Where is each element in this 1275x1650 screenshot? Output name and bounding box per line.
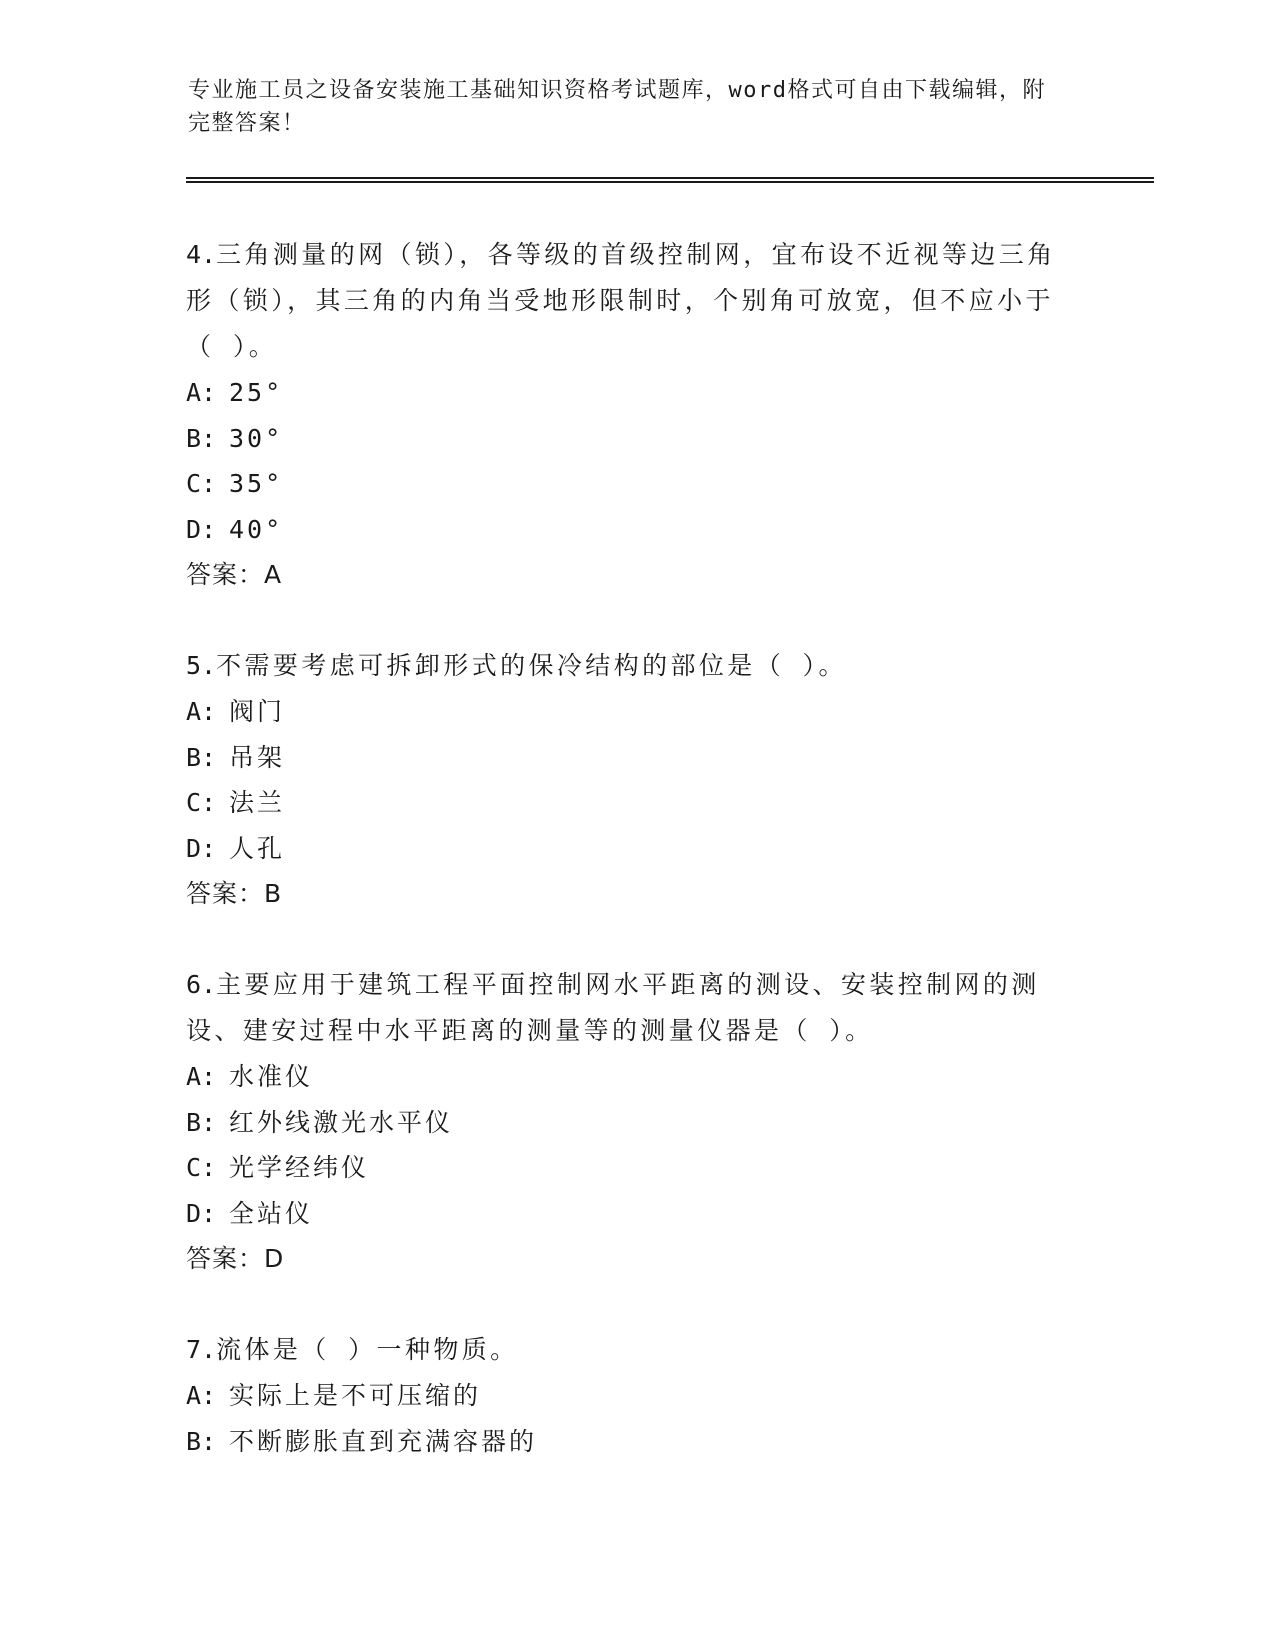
option-d xyxy=(186,1191,1066,1237)
option-b xyxy=(186,735,1066,781)
option-text: 阀门 xyxy=(229,697,286,726)
option-b xyxy=(186,1100,1066,1146)
answer-line: 答案：A xyxy=(186,560,283,589)
answer-line: 答案：B xyxy=(186,879,283,908)
option-text: 水准仪 xyxy=(229,1062,314,1091)
question-text: 流体是（ ）一种物质。 xyxy=(216,1335,519,1364)
option-a xyxy=(186,1373,1066,1419)
option-letter: C: xyxy=(186,788,217,817)
option-text: 全站仪 xyxy=(229,1198,314,1228)
question-number: 5. xyxy=(186,651,217,680)
option-a xyxy=(186,1054,1066,1100)
option-letter: A: xyxy=(186,697,217,726)
option-c xyxy=(186,461,1066,507)
option-text: 人孔 xyxy=(229,833,286,863)
option-letter: A: xyxy=(186,1062,217,1091)
option-letter: B: xyxy=(186,1426,217,1456)
question-5 xyxy=(186,643,1066,916)
question-text: 三角测量的网（锁），各等级的首级控制网，宜布设不近视等边三角形（锁），其三角的内角当受地形限制时，个别角可放宽，但不应小于（ ）。 xyxy=(186,240,1056,361)
option-text: 40° xyxy=(229,514,284,544)
question-stem xyxy=(186,962,1066,1054)
question-stem xyxy=(186,1327,1066,1373)
option-letter: C: xyxy=(186,1153,217,1182)
option-c xyxy=(186,780,1066,826)
option-letter: A: xyxy=(186,1381,217,1410)
question-stem xyxy=(186,232,1066,370)
option-letter: B: xyxy=(186,1107,217,1137)
option-text: 实际上是不可压缩的 xyxy=(229,1381,482,1410)
question-text: 主要应用于建筑工程平面控制网水平距离的测设、安装控制网的测设、建安过程中水平距离的测量等的测量仪器是（ ）。 xyxy=(186,970,1040,1045)
question-number: 4. xyxy=(186,240,217,269)
option-letter: A: xyxy=(186,378,217,407)
option-text: 光学经纬仪 xyxy=(229,1153,370,1182)
question-7 xyxy=(186,1327,1066,1464)
option-text: 吊架 xyxy=(229,742,286,772)
question-text: 不需要考虑可拆卸形式的保冷结构的部位是（ ）。 xyxy=(216,651,847,680)
option-c xyxy=(186,1145,1066,1191)
option-a xyxy=(186,370,1066,416)
option-letter: B: xyxy=(186,742,217,772)
question-4 xyxy=(186,232,1066,597)
option-letter: D: xyxy=(186,1198,217,1228)
option-text: 35° xyxy=(229,469,284,498)
answer-line: 答案：D xyxy=(186,1244,285,1273)
document-header: 专业施工员之设备安装施工基础知识资格考试题库，word格式可自由下载编辑，附完整答案！ xyxy=(188,78,1046,136)
question-number: 7. xyxy=(186,1335,217,1364)
header-divider xyxy=(186,177,1154,183)
question-list xyxy=(186,232,1066,1510)
question-6 xyxy=(186,962,1066,1281)
option-letter: B: xyxy=(186,423,217,453)
option-text: 不断膨胀直到充满容器的 xyxy=(229,1426,538,1456)
option-letter: D: xyxy=(186,833,217,863)
option-b xyxy=(186,416,1066,462)
option-letter: D: xyxy=(186,514,217,544)
question-number: 6. xyxy=(186,970,217,999)
option-text: 红外线激光水平仪 xyxy=(229,1107,454,1137)
option-text: 30° xyxy=(229,423,284,453)
option-text: 25° xyxy=(229,378,284,407)
option-d xyxy=(186,507,1066,553)
option-text: 法兰 xyxy=(229,788,286,817)
option-d xyxy=(186,826,1066,872)
option-a xyxy=(186,689,1066,735)
question-stem xyxy=(186,643,1066,689)
option-letter: C: xyxy=(186,469,217,498)
option-b xyxy=(186,1419,1066,1465)
